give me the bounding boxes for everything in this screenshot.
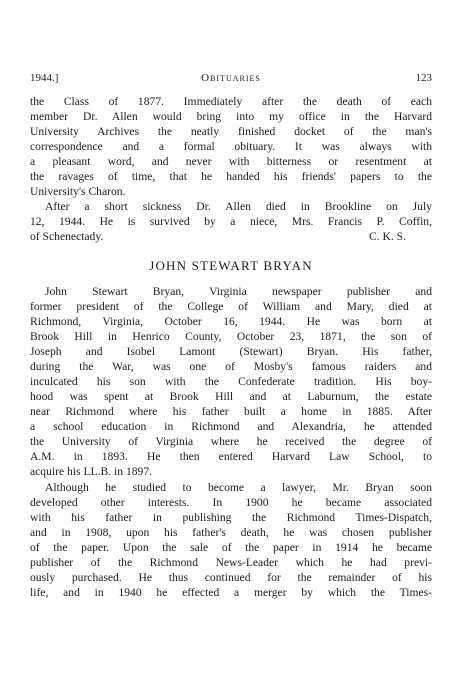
text-line: inculcated his son with the Confederate tradition. His boy- [30, 375, 432, 388]
text-line: a pleasant word, and never with bitterness or resentment at [30, 155, 432, 168]
obituary-heading: JOHN STEWART BRYAN [149, 258, 313, 273]
text-line: and in 1908, upon his father's death, he was chosen publisher [30, 526, 432, 539]
text-line: ously purchased. He thus continued for the remainder of his [30, 571, 432, 584]
text-line: of Schenectady. [30, 230, 104, 243]
text-line: during the War, was one of Mosby's famous raiders and [30, 360, 432, 373]
text-line: hood was spent at Brook Hill and at Laburnum, the estate [30, 390, 432, 403]
text-line: Brook Hill in Henrico County, October 23, 1871, the son of [30, 330, 432, 343]
text-line: acquire his LL.B. in 1897. [30, 465, 153, 478]
text-line: publisher of the Richmond News-Leader which he had previ- [30, 556, 432, 569]
text-line: Joseph and Isobel Lamont (Stewart) Bryan. His father, [30, 345, 432, 358]
text-line: Richmond, Virginia, October 16, 1944. He was born at [30, 315, 432, 328]
running-header [30, 72, 432, 88]
text-line: near Richmond where his father built a home in 1885. After [30, 405, 432, 418]
text-line: the Class of 1877. Immediately after the death of each [30, 95, 432, 108]
text-line: life, and in 1940 he effected a merger by which the Times- [30, 586, 432, 599]
text-line: of the paper. Upon the sale of the paper in 1914 he became [30, 541, 432, 554]
text-line: member Dr. Allen would bring into my office in the Harvard [30, 110, 432, 123]
author-initials: C. K. S. [368, 230, 406, 243]
text-line: Although he studied to become a lawyer, Mr. Bryan soon [45, 481, 432, 494]
text-line: After a short sickness Dr. Allen died in Brookline on July [45, 200, 432, 213]
text-line: the ravages of time, that he handed his friends' papers to the [30, 170, 432, 183]
text-line: John Stewart Bryan, Virginia newspaper publisher and [45, 285, 432, 298]
text-line: the University of Virginia where he received the degree of [30, 435, 432, 448]
text-line: University's Charon. [30, 185, 126, 198]
page-number: 123 [415, 72, 432, 84]
header-year: 1944.] [30, 72, 59, 84]
text-line: correspondence and a formal obituary. It was always with [30, 140, 432, 153]
text-line: A.M. in 1893. He then entered Harvard Law School, to [30, 450, 432, 463]
text-line: 12, 1944. He is survived by a niece, Mrs. Francis P. Coffin, [30, 215, 432, 228]
text-line: former president of the College of William and Mary, died at [30, 300, 432, 313]
text-line: University Archives the neatly finished docket of the man's [30, 125, 432, 138]
header-section-title: Obituaries [201, 72, 261, 84]
text-line: with his father in publishing the Richmond Times-Dispatch, [30, 511, 432, 524]
text-line: a school education in Richmond and Alexandria, he attended [30, 420, 432, 433]
text-line: developed other interests. In 1900 he became associated [30, 496, 432, 509]
text-line-signature-row [30, 229, 432, 244]
